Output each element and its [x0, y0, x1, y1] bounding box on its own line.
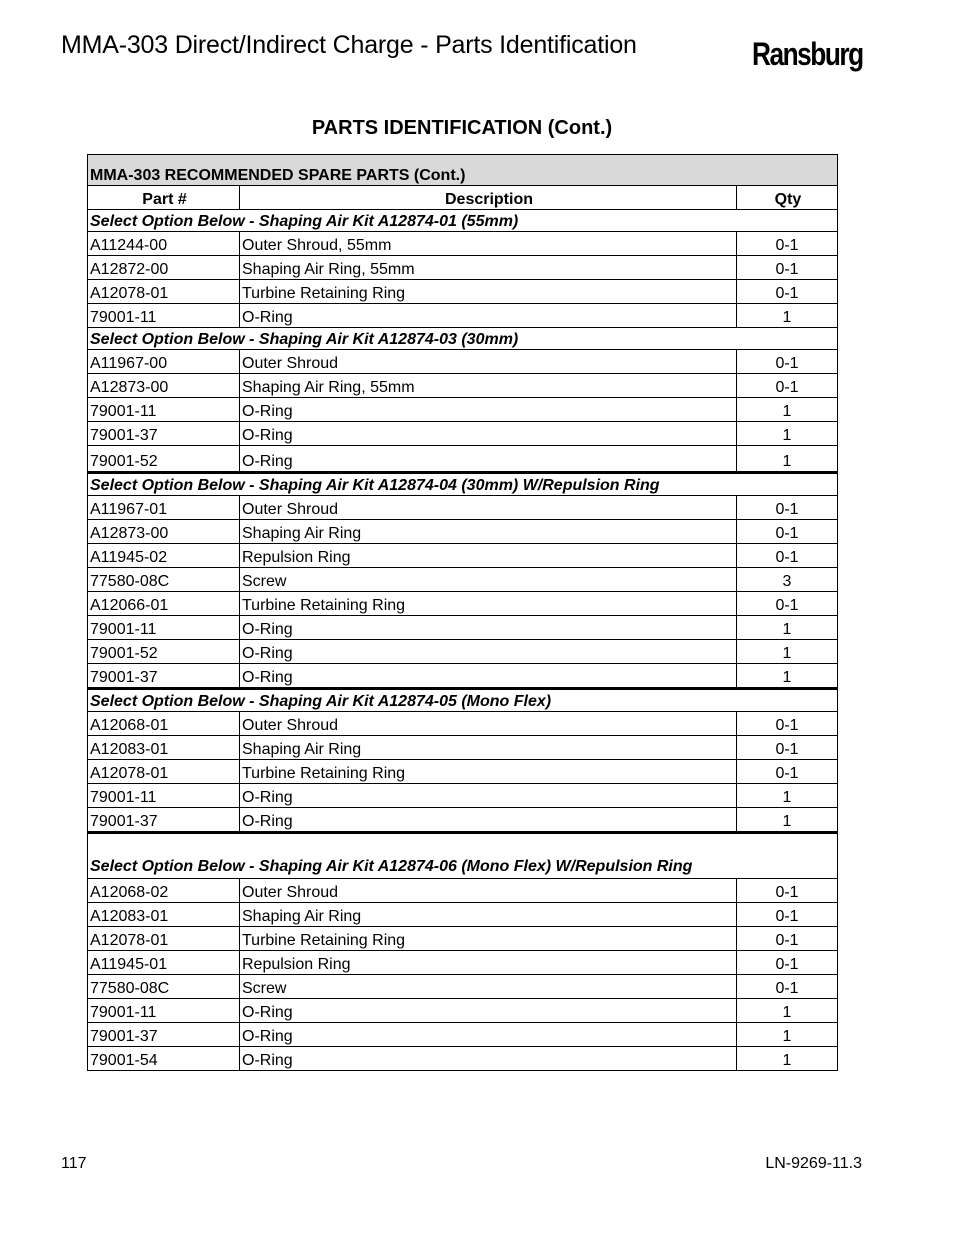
- table-row: [88, 664, 838, 689]
- table-row: [88, 520, 838, 544]
- qty-cell: 0-1: [737, 736, 838, 760]
- table-row: [88, 1023, 838, 1047]
- table-row: [88, 592, 838, 616]
- description-cell: O-Ring: [240, 1047, 737, 1071]
- part-number-cell: A11967-01: [88, 496, 240, 520]
- qty-cell: 0-1: [737, 496, 838, 520]
- description-cell: Shaping Air Ring: [240, 903, 737, 927]
- qty-cell: 0-1: [737, 374, 838, 398]
- part-number-cell: A12078-01: [88, 760, 240, 784]
- qty-cell: 1: [737, 808, 838, 833]
- column-header-description: Description: [240, 186, 737, 210]
- qty-cell: 1: [737, 664, 838, 689]
- qty-cell: 0-1: [737, 879, 838, 903]
- qty-cell: 0-1: [737, 927, 838, 951]
- part-number-cell: 79001-37: [88, 664, 240, 689]
- qty-cell: 0-1: [737, 975, 838, 999]
- qty-cell: 1: [737, 784, 838, 808]
- part-number-cell: 77580-08C: [88, 568, 240, 592]
- qty-cell: 1: [737, 999, 838, 1023]
- description-cell: O-Ring: [240, 640, 737, 664]
- spare-parts-table: [87, 154, 838, 1071]
- part-number-cell: 79001-37: [88, 808, 240, 833]
- ransburg-logo: Ransburg: [752, 36, 863, 72]
- description-cell: O-Ring: [240, 1023, 737, 1047]
- qty-cell: 0-1: [737, 951, 838, 975]
- description-cell: Outer Shroud: [240, 879, 737, 903]
- document-number: LN-9269-11.3: [765, 1155, 862, 1172]
- part-number-cell: A12068-02: [88, 879, 240, 903]
- description-cell: O-Ring: [240, 422, 737, 446]
- description-cell: Outer Shroud: [240, 712, 737, 736]
- description-cell: O-Ring: [240, 784, 737, 808]
- table-caption: MMA-303 RECOMMENDED SPARE PARTS (Cont.): [88, 155, 838, 186]
- table-row: [88, 616, 838, 640]
- table-row: [88, 446, 838, 473]
- part-number-cell: 79001-11: [88, 304, 240, 328]
- kit-header-row: [88, 473, 838, 496]
- qty-cell: 1: [737, 1023, 838, 1047]
- part-number-cell: A12078-01: [88, 927, 240, 951]
- table-row: [88, 879, 838, 903]
- table-row: [88, 1047, 838, 1071]
- part-number-cell: 79001-11: [88, 398, 240, 422]
- table-row: [88, 568, 838, 592]
- table-row: [88, 398, 838, 422]
- table-row: [88, 784, 838, 808]
- table-row: [88, 760, 838, 784]
- kit-header-title: Select Option Below - Shaping Air Kit A12874-03 (30mm): [88, 328, 838, 350]
- description-cell: O-Ring: [240, 304, 737, 328]
- qty-cell: 0-1: [737, 232, 838, 256]
- description-cell: Repulsion Ring: [240, 544, 737, 568]
- table-row: [88, 927, 838, 951]
- qty-cell: 1: [737, 640, 838, 664]
- kit-header-title: Select Option Below - Shaping Air Kit A12874-01 (55mm): [88, 210, 838, 232]
- table-row: [88, 232, 838, 256]
- qty-cell: 0-1: [737, 592, 838, 616]
- part-number-cell: A12078-01: [88, 280, 240, 304]
- qty-cell: 1: [737, 446, 838, 473]
- part-number-cell: 79001-11: [88, 784, 240, 808]
- qty-cell: 1: [737, 616, 838, 640]
- kit-header-row: [88, 689, 838, 712]
- description-cell: Turbine Retaining Ring: [240, 280, 737, 304]
- kit-header-row: [88, 210, 838, 232]
- page-header-title: MMA-303 Direct/Indirect Charge - Parts Identification: [61, 31, 637, 59]
- part-number-cell: A12873-00: [88, 520, 240, 544]
- part-number-cell: A11244-00: [88, 232, 240, 256]
- qty-cell: 3: [737, 568, 838, 592]
- description-cell: Shaping Air Ring, 55mm: [240, 374, 737, 398]
- part-number-cell: A12873-00: [88, 374, 240, 398]
- part-number-cell: 79001-11: [88, 999, 240, 1023]
- kit-header-title-text: Select Option Below - Shaping Air Kit A12874-06 (Mono Flex) W/Repulsion Ring: [90, 858, 693, 875]
- description-cell: O-Ring: [240, 808, 737, 833]
- table-row: [88, 975, 838, 999]
- description-cell: O-Ring: [240, 446, 737, 473]
- part-number-cell: 77580-08C: [88, 975, 240, 999]
- description-cell: Outer Shroud: [240, 350, 737, 374]
- table-row: [88, 903, 838, 927]
- part-number-cell: A11945-02: [88, 544, 240, 568]
- table-row: [88, 256, 838, 280]
- part-number-cell: 79001-52: [88, 446, 240, 473]
- column-header-part: Part #: [88, 186, 240, 210]
- qty-cell: 0-1: [737, 760, 838, 784]
- qty-cell: 0-1: [737, 256, 838, 280]
- description-cell: Turbine Retaining Ring: [240, 927, 737, 951]
- part-number-cell: A11967-00: [88, 350, 240, 374]
- description-cell: O-Ring: [240, 999, 737, 1023]
- kit-header-title: [88, 833, 838, 879]
- part-number-cell: 79001-37: [88, 1023, 240, 1047]
- qty-cell: 1: [737, 398, 838, 422]
- qty-cell: 0-1: [737, 903, 838, 927]
- column-header-row: [88, 186, 838, 210]
- table-row: [88, 736, 838, 760]
- qty-cell: 1: [737, 1047, 838, 1071]
- table-row: [88, 496, 838, 520]
- column-header-qty: Qty: [737, 186, 838, 210]
- part-number-cell: 79001-37: [88, 422, 240, 446]
- qty-cell: 0-1: [737, 712, 838, 736]
- table-caption-row: [88, 155, 838, 186]
- part-number-cell: A11945-01: [88, 951, 240, 975]
- description-cell: O-Ring: [240, 664, 737, 689]
- table-row: [88, 712, 838, 736]
- description-cell: Turbine Retaining Ring: [240, 592, 737, 616]
- description-cell: Outer Shroud, 55mm: [240, 232, 737, 256]
- description-cell: Shaping Air Ring, 55mm: [240, 256, 737, 280]
- description-cell: Outer Shroud: [240, 496, 737, 520]
- table-row: [88, 374, 838, 398]
- description-cell: Screw: [240, 568, 737, 592]
- qty-cell: 0-1: [737, 544, 838, 568]
- spare-parts-table-body: [88, 155, 838, 1071]
- part-number-cell: 79001-54: [88, 1047, 240, 1071]
- kit-header-title: Select Option Below - Shaping Air Kit A12874-05 (Mono Flex): [88, 689, 838, 712]
- qty-cell: 0-1: [737, 520, 838, 544]
- part-number-cell: 79001-11: [88, 616, 240, 640]
- part-number-cell: A12066-01: [88, 592, 240, 616]
- table-row: [88, 951, 838, 975]
- kit-header-row: [88, 833, 838, 879]
- description-cell: Turbine Retaining Ring: [240, 760, 737, 784]
- part-number-cell: A12872-00: [88, 256, 240, 280]
- description-cell: O-Ring: [240, 398, 737, 422]
- table-row: [88, 280, 838, 304]
- qty-cell: 0-1: [737, 280, 838, 304]
- qty-cell: 1: [737, 422, 838, 446]
- part-number-cell: 79001-52: [88, 640, 240, 664]
- qty-cell: 1: [737, 304, 838, 328]
- description-cell: Shaping Air Ring: [240, 520, 737, 544]
- description-cell: Repulsion Ring: [240, 951, 737, 975]
- table-row: [88, 999, 838, 1023]
- table-row: [88, 350, 838, 374]
- qty-cell: 0-1: [737, 350, 838, 374]
- description-cell: Shaping Air Ring: [240, 736, 737, 760]
- kit-header-title: Select Option Below - Shaping Air Kit A12874-04 (30mm) W/Repulsion Ring: [88, 473, 838, 496]
- section-title: PARTS IDENTIFICATION (Cont.): [311, 117, 613, 139]
- table-row: [88, 640, 838, 664]
- part-number-cell: A12068-01: [88, 712, 240, 736]
- page-number: 117: [61, 1155, 87, 1172]
- table-row: [88, 544, 838, 568]
- part-number-cell: A12083-01: [88, 903, 240, 927]
- part-number-cell: A12083-01: [88, 736, 240, 760]
- table-row: [88, 808, 838, 833]
- description-cell: Screw: [240, 975, 737, 999]
- kit-header-row: [88, 328, 838, 350]
- table-row: [88, 304, 838, 328]
- description-cell: O-Ring: [240, 616, 737, 640]
- table-row: [88, 422, 838, 446]
